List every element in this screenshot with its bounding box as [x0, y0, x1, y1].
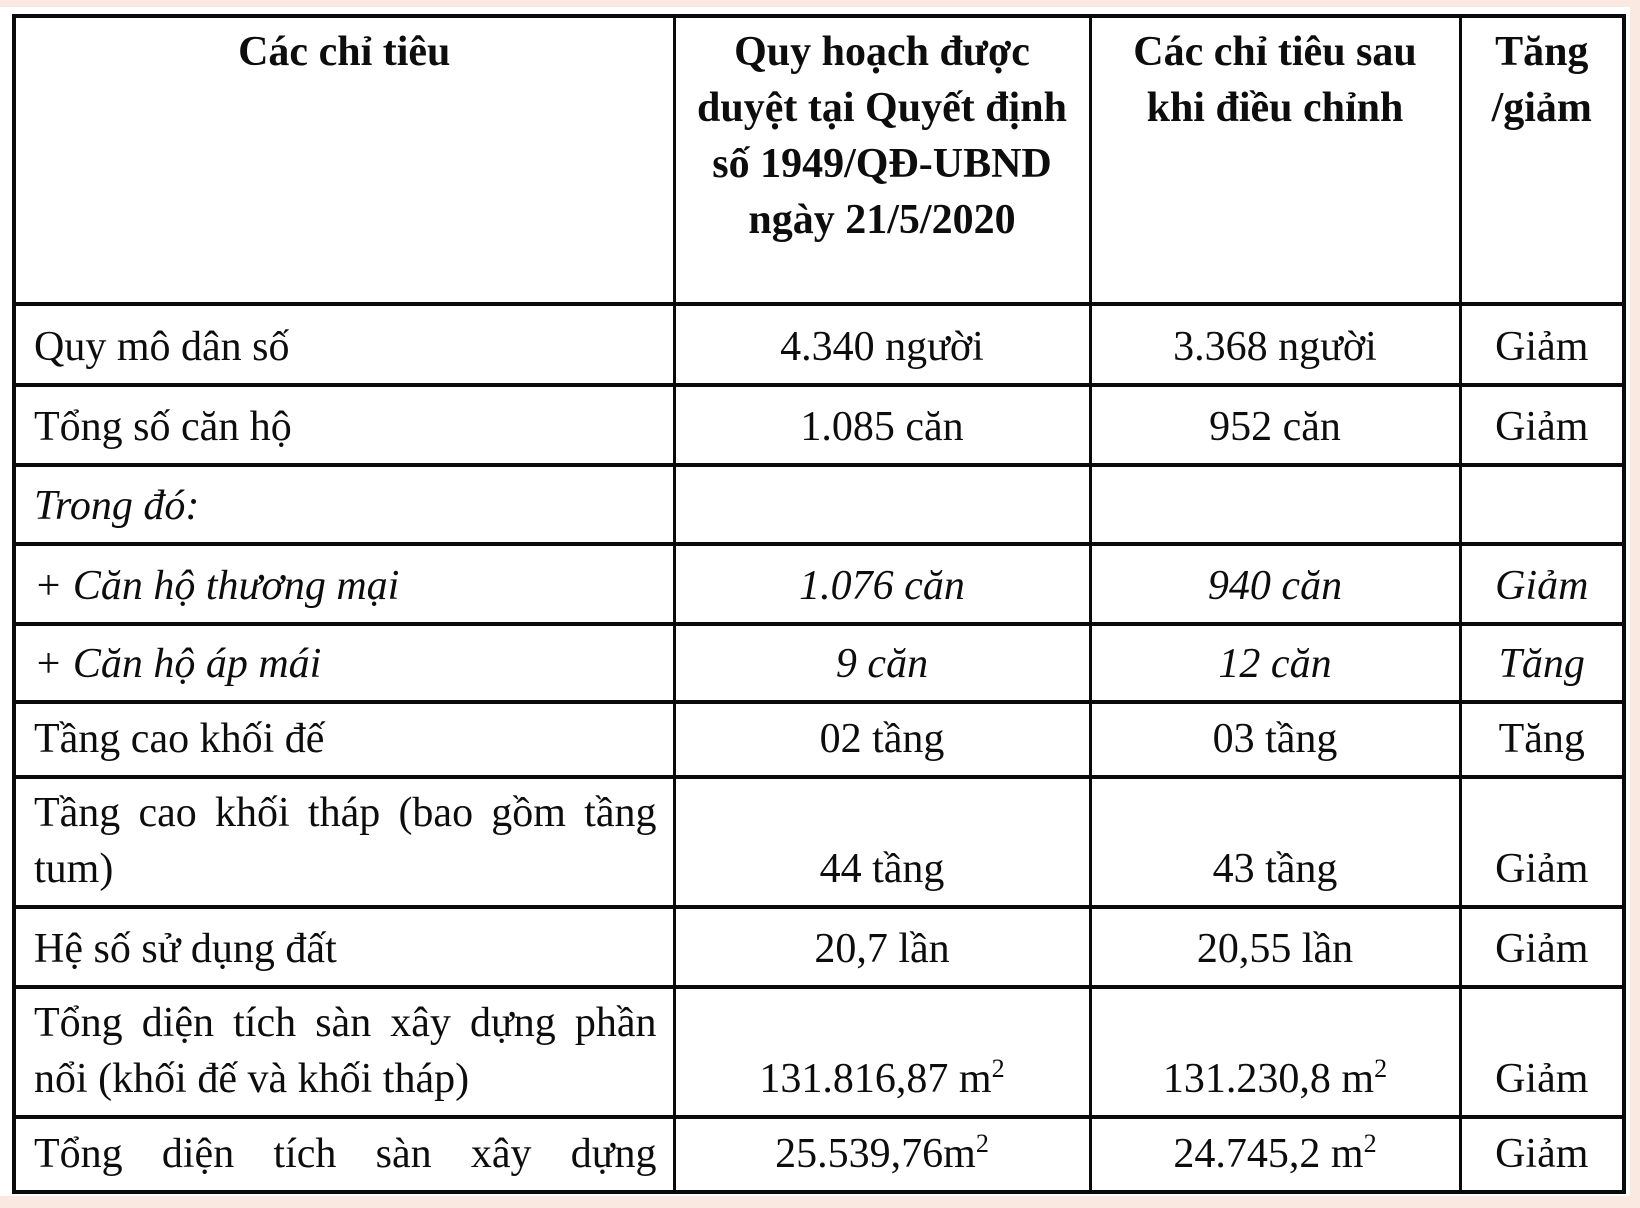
change-cell: Giảm — [1460, 385, 1624, 465]
change-cell — [1460, 465, 1624, 544]
table-row — [14, 465, 1624, 544]
adjusted-value-cell: 24.745,2 $m^2$ — [1090, 1117, 1460, 1192]
table-row — [14, 544, 1624, 624]
table-row — [14, 987, 1624, 1117]
table-row — [14, 624, 1624, 702]
change-cell: Giảm — [1460, 304, 1624, 385]
adjusted-value-cell: 03 tầng — [1090, 702, 1460, 777]
table-row — [14, 907, 1624, 987]
row-label-cell: Tổng diện tích sàn xây dựng — [14, 1117, 674, 1192]
change-cell: Giảm — [1460, 987, 1624, 1117]
row-label-cell: Tổng số căn hộ — [14, 385, 674, 465]
row-label-cell: Hệ số sử dụng đất — [14, 907, 674, 987]
row-label-cell: + Căn hộ thương mại — [14, 544, 674, 624]
table-header-row — [14, 16, 1624, 304]
row-label-cell: Tổng diện tích sàn xây dựng phần nổi (khối đế và khối tháp) — [14, 987, 674, 1117]
planning-indicators-table — [12, 14, 1626, 1194]
change-cell: Tăng — [1460, 702, 1624, 777]
change-cell: Giảm — [1460, 907, 1624, 987]
row-label-cell: Tầng cao khối đế — [14, 702, 674, 777]
adjusted-value-cell: 940 căn — [1090, 544, 1460, 624]
approved-value-cell: 4.340 người — [674, 304, 1090, 385]
change-cell: Tăng — [1460, 624, 1624, 702]
approved-value-cell: 9 căn — [674, 624, 1090, 702]
adjusted-value-cell: 12 căn — [1090, 624, 1460, 702]
document-page — [0, 7, 1630, 1196]
table-row — [14, 777, 1624, 907]
row-label-cell: + Căn hộ áp mái — [14, 624, 674, 702]
change-cell: Giảm — [1460, 1117, 1624, 1192]
header-criteria: Các chỉ tiêu — [14, 16, 674, 304]
row-label-cell: Trong đó: — [14, 465, 674, 544]
row-label-cell: Quy mô dân số — [14, 304, 674, 385]
adjusted-value-cell — [1090, 465, 1460, 544]
table-row — [14, 702, 1624, 777]
row-label-cell: Tầng cao khối tháp (bao gồm tầng tum) — [14, 777, 674, 907]
approved-value-cell: 131.816,87 $m^2$ — [674, 987, 1090, 1117]
approved-value-cell: 44 tầng — [674, 777, 1090, 907]
table-row — [14, 304, 1624, 385]
adjusted-value-cell: 20,55 lần — [1090, 907, 1460, 987]
adjusted-value-cell: 43 tầng — [1090, 777, 1460, 907]
approved-value-cell: 02 tầng — [674, 702, 1090, 777]
table-row — [14, 385, 1624, 465]
header-change: Tăng /giảm — [1460, 16, 1624, 304]
approved-value-cell: 1.085 căn — [674, 385, 1090, 465]
change-cell: Giảm — [1460, 777, 1624, 907]
header-approved-plan: Quy hoạch được duyệt tại Quyết định số 1949/QĐ-UBND ngày 21/5/2020 — [674, 16, 1090, 304]
approved-value-cell: 1.076 căn — [674, 544, 1090, 624]
change-cell: Giảm — [1460, 544, 1624, 624]
approved-value-cell: $25.539,76m^2$ — [674, 1117, 1090, 1192]
adjusted-value-cell: 131.230,8 $m^2$ — [1090, 987, 1460, 1117]
table-row — [14, 1117, 1624, 1192]
adjusted-value-cell: 952 căn — [1090, 385, 1460, 465]
header-adjusted: Các chỉ tiêu sau khi điều chỉnh — [1090, 16, 1460, 304]
approved-value-cell: 20,7 lần — [674, 907, 1090, 987]
approved-value-cell — [674, 465, 1090, 544]
adjusted-value-cell: 3.368 người — [1090, 304, 1460, 385]
